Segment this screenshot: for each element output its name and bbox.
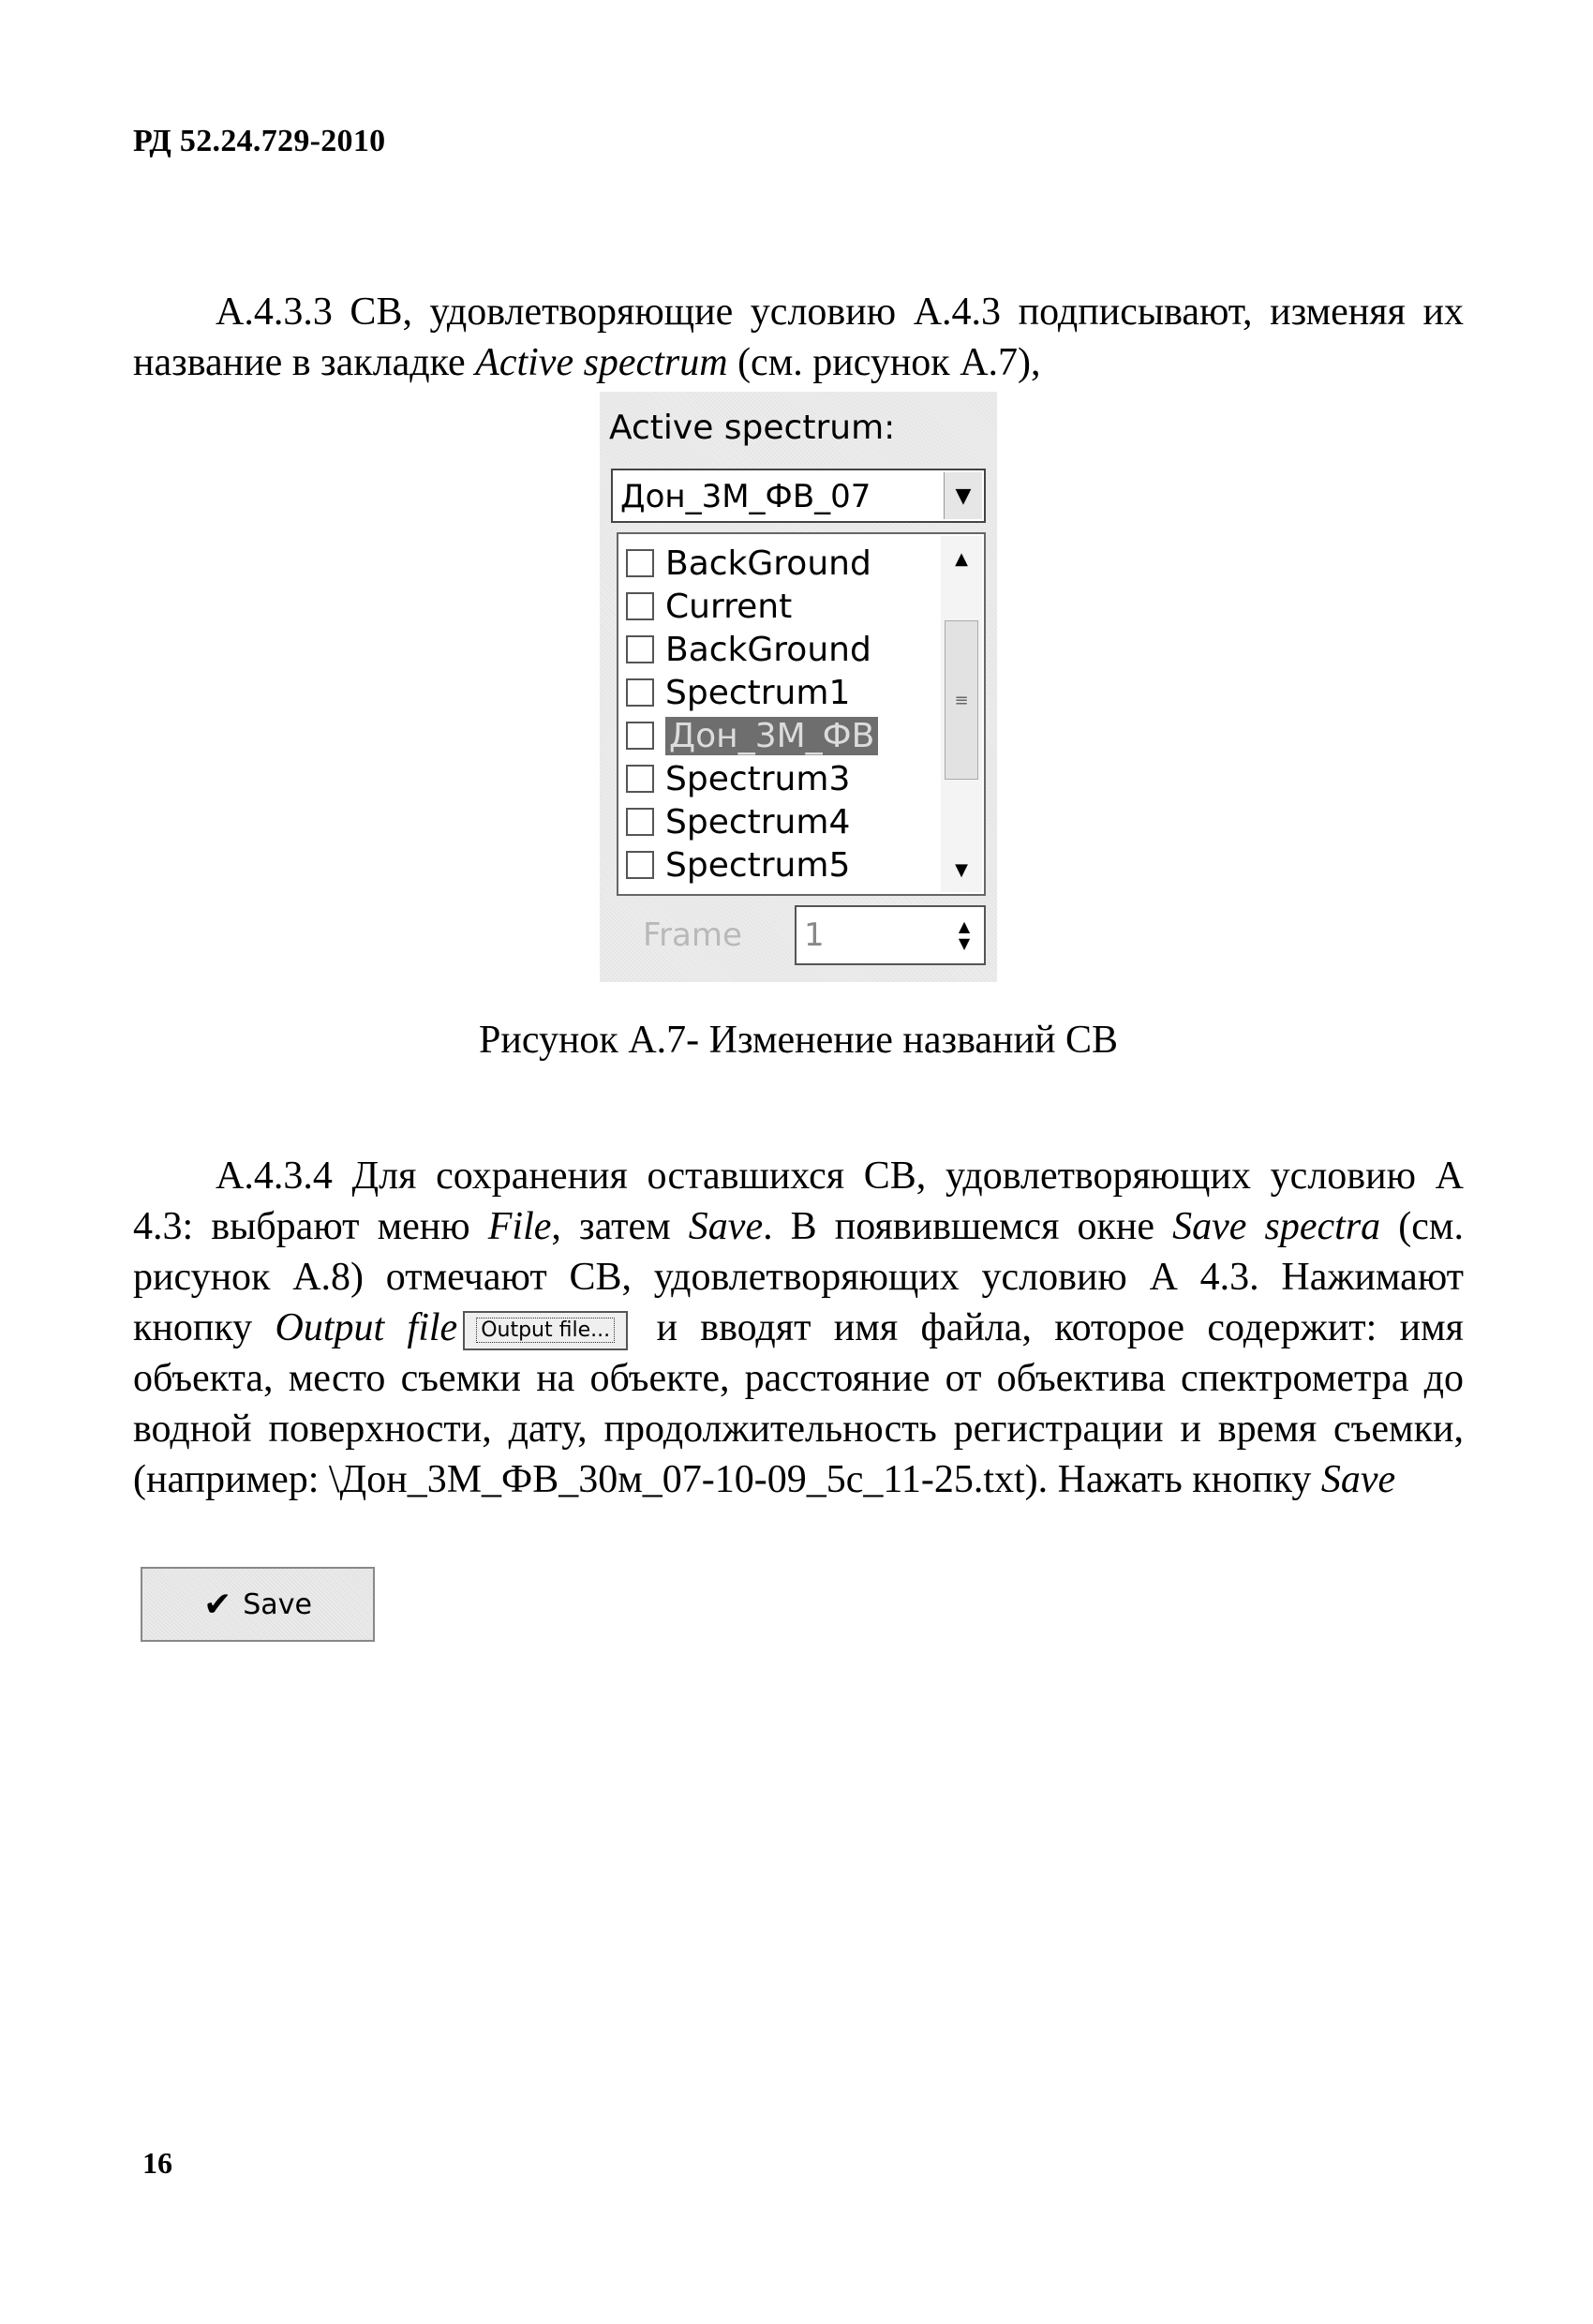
checkbox[interactable] <box>626 678 654 707</box>
scroll-down-icon[interactable]: ▼ <box>955 859 968 880</box>
figure-a7-active-spectrum-panel <box>600 392 997 982</box>
file-menu-ref: File <box>487 1205 552 1248</box>
checkbox[interactable] <box>626 592 654 620</box>
list-item[interactable] <box>618 714 928 757</box>
list-item-label: Spectrum4 <box>665 802 851 842</box>
paragraph-a434: А.4.3.4 Для сохранения оставшихся СВ, удовлетворяющих условию А 4.3: выбрают меню File, затем Save. В появившемся окне Save spectra (см. рисунок А.8) отмечают СВ, удовлетворяющих условию А 4.3. Нажимают кнопку Output file Output file... и вводят имя файла, которое содержит: имя объекта, место съемки на объекте, расстояние от объектива спектрометра до водной поверхности, дату, продолжительность регистрации и время съемки, (например: \Дон_3М_ФВ_30м_07-10-09_5с_11-25.txt). Нажать кнопку Save <box>133 1155 1464 1501</box>
checkbox[interactable] <box>626 722 654 750</box>
frame-stepper[interactable] <box>795 905 986 965</box>
spectrum-listbox[interactable] <box>617 532 986 896</box>
chevron-down-icon[interactable]: ▼ <box>944 472 982 519</box>
list-item-label: Дон_3М_ФВ <box>665 717 878 755</box>
list-item-label: Spectrum1 <box>665 673 851 712</box>
checkbox[interactable] <box>626 765 654 793</box>
paragraph-a433: А.4.3.3 СВ, удовлетворяющие условию А.4.3 подписывают, изменяя их название в закладке Active spectrum (см. рисунок А.7), <box>133 290 1464 384</box>
list-item[interactable] <box>618 542 928 585</box>
document-code: РД 52.24.729-2010 <box>133 124 386 158</box>
list-item-label: BackGround <box>665 630 871 669</box>
figure-caption: Рисунок А.7- Изменение названий СВ <box>479 1019 1118 1062</box>
output-file-button[interactable]: Output file... <box>463 1311 628 1350</box>
save-button[interactable] <box>141 1567 375 1642</box>
checkbox[interactable] <box>626 635 654 663</box>
combobox-value: Дон_3М_ФВ_07 <box>620 478 871 515</box>
list-item-label: BackGround <box>665 544 871 583</box>
list-item[interactable] <box>618 843 928 886</box>
save-button-label: Save <box>243 1587 312 1621</box>
list-item[interactable] <box>618 671 928 714</box>
scroll-up-icon[interactable]: ▲ <box>955 548 968 569</box>
output-file-ref: Output file <box>275 1306 458 1349</box>
active-spectrum-ref: Active spectrum <box>475 341 728 384</box>
listbox-scrollbar[interactable] <box>941 536 982 892</box>
checkbox[interactable] <box>626 851 654 879</box>
frame-label: Frame <box>643 916 742 954</box>
list-item[interactable] <box>618 757 928 800</box>
list-item[interactable] <box>618 628 928 671</box>
active-spectrum-combobox[interactable] <box>611 469 986 523</box>
scroll-thumb[interactable]: ≡ <box>945 620 978 780</box>
list-item[interactable] <box>618 585 928 628</box>
checkmark-icon: ✔ <box>203 1585 232 1624</box>
page-number: 16 <box>142 2146 172 2180</box>
checkbox[interactable] <box>626 808 654 836</box>
save-button-ref: Save <box>1320 1458 1396 1501</box>
list-item-label: Current <box>665 587 793 626</box>
checkbox[interactable] <box>626 549 654 577</box>
list-item-label: Spectrum3 <box>665 759 851 798</box>
spin-arrows-icon[interactable]: ▲ ▼ <box>958 917 971 952</box>
active-spectrum-label: Active spectrum: <box>609 409 896 447</box>
save-spectra-ref: Save spectra <box>1172 1205 1381 1248</box>
list-item[interactable] <box>618 800 928 843</box>
save-menu-ref: Save <box>688 1205 764 1248</box>
list-item-label: Spectrum5 <box>665 845 851 885</box>
frame-value: 1 <box>804 916 825 954</box>
